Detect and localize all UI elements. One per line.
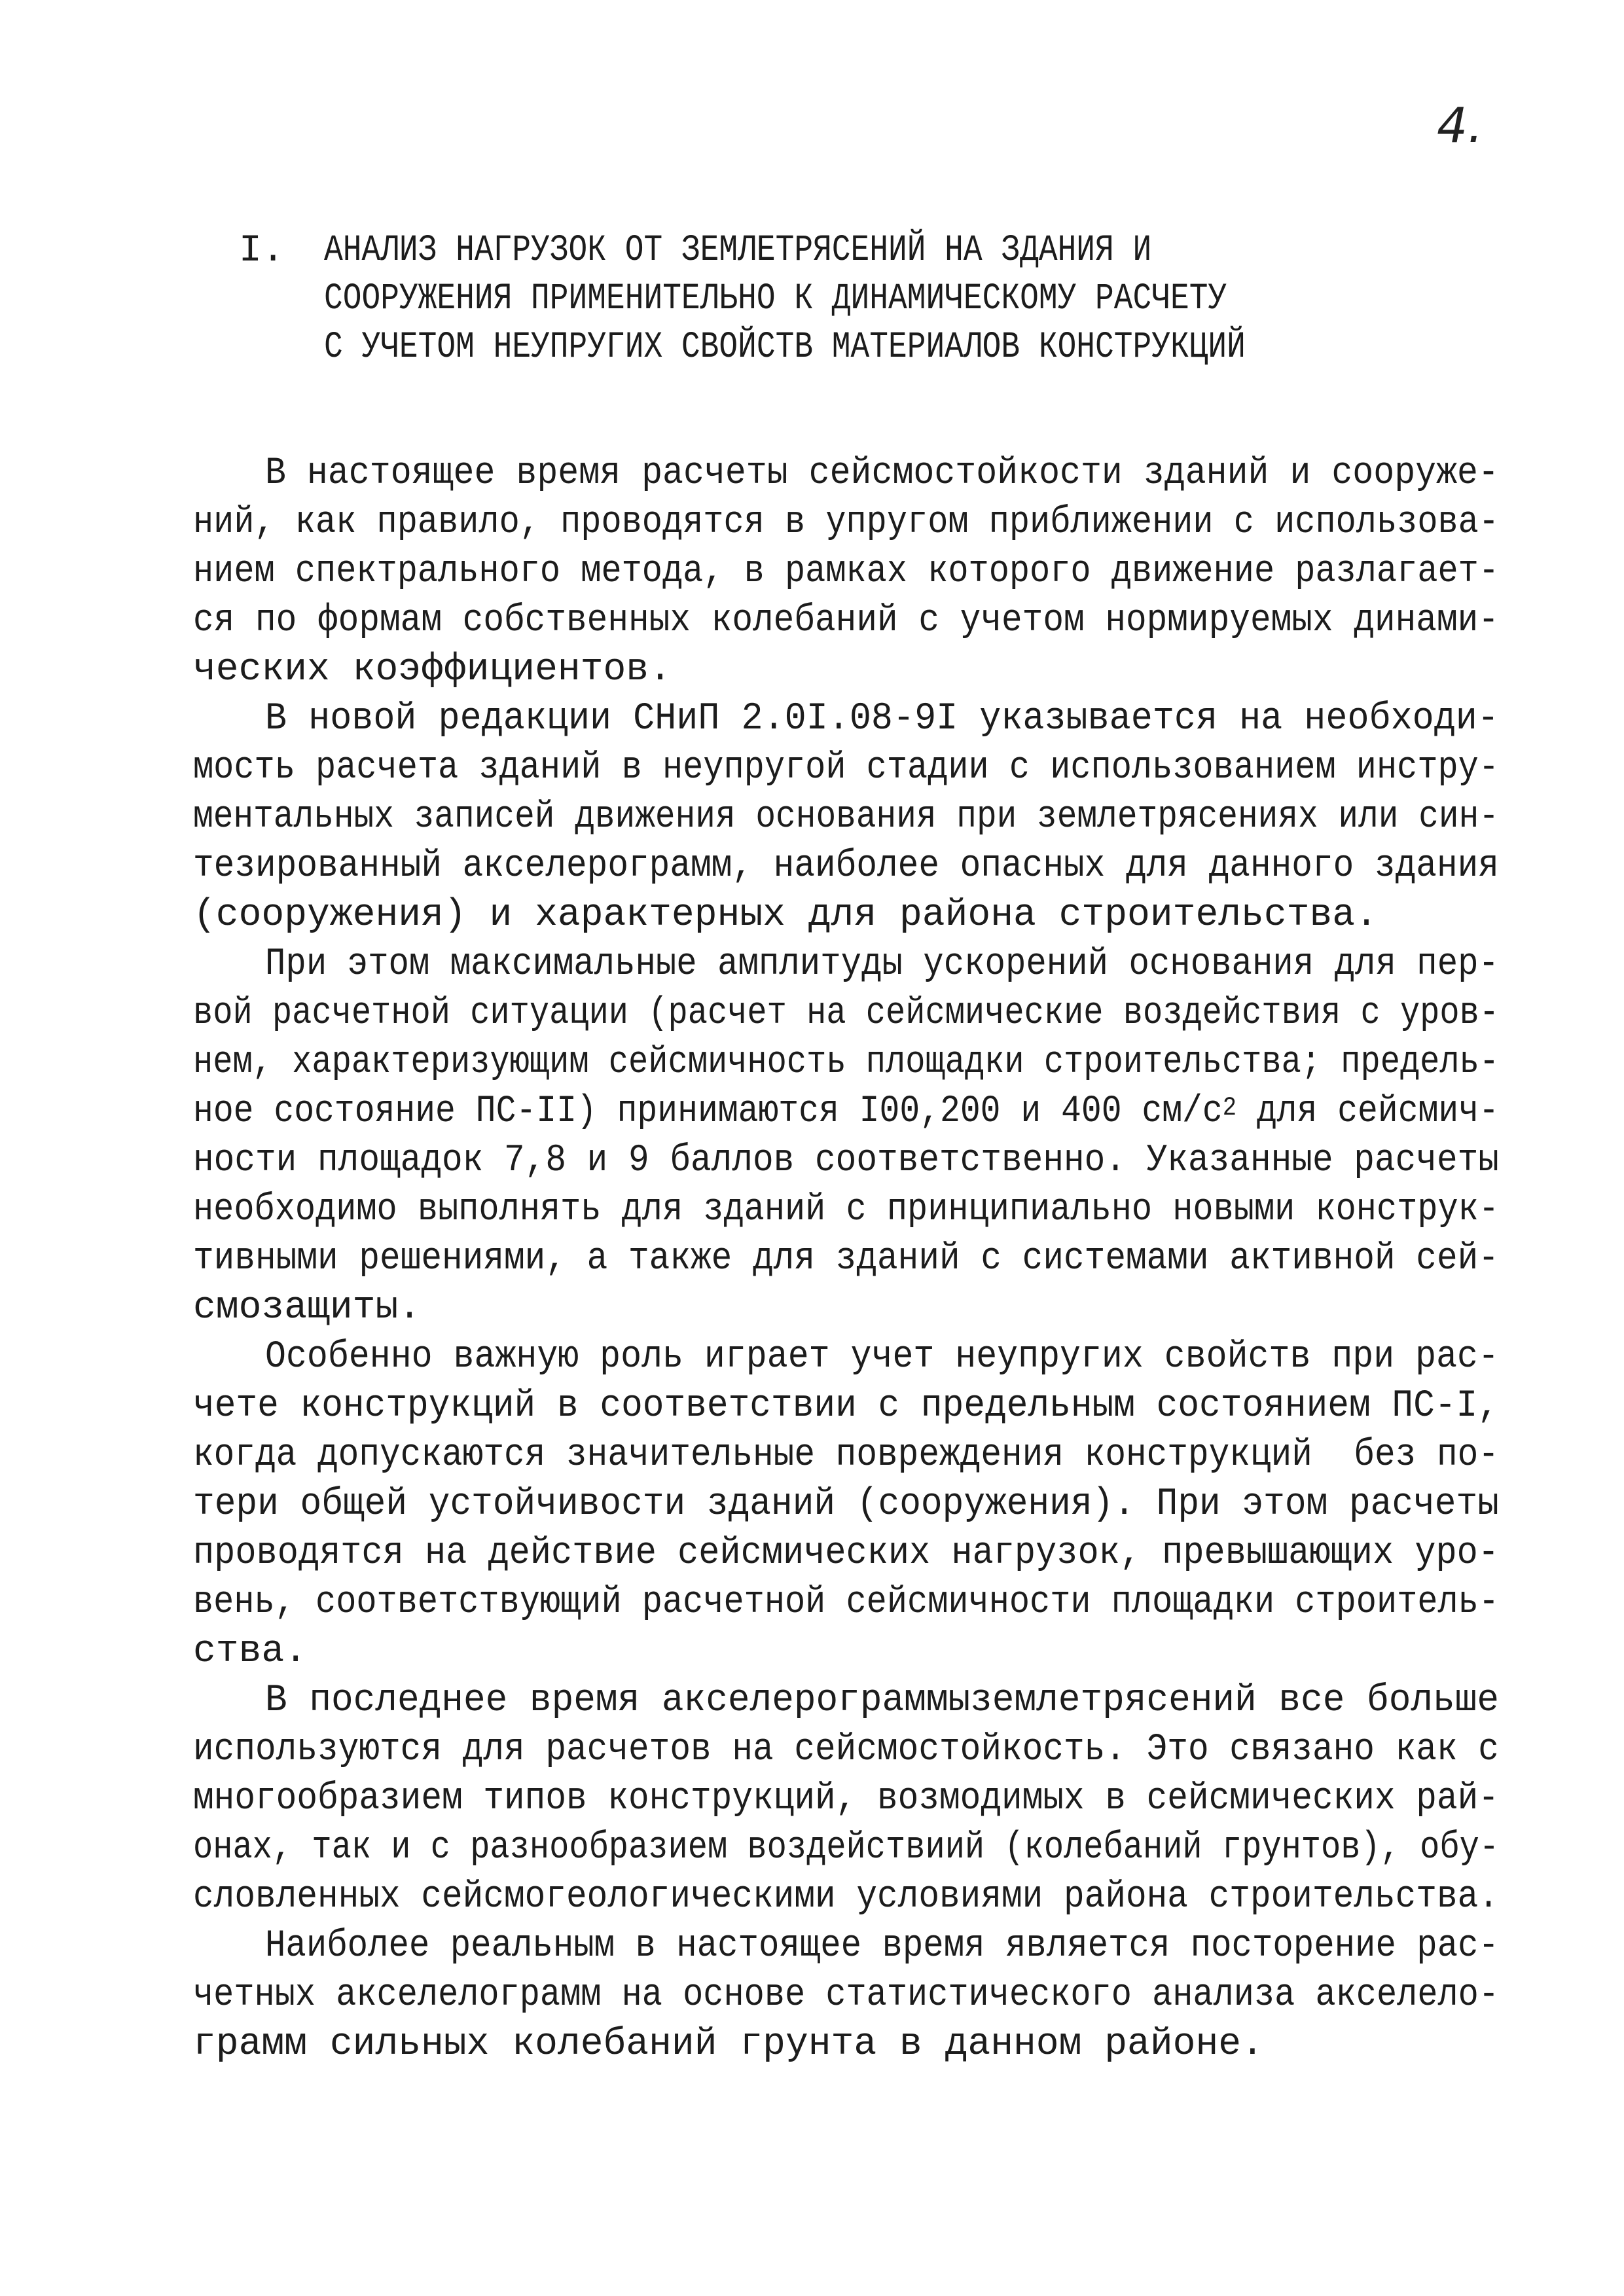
text-line: многообразием типов конструкций, возмодимых в сейсмических рай-: [193, 1778, 1499, 1820]
text-fragment: для сейсмич-: [1236, 1090, 1499, 1133]
text-line: проводятся на действие сейсмических нагрузок, превышающих уро-: [193, 1532, 1500, 1575]
text-line: используются для расчетов на сейсмостойкость. Это связано как с: [193, 1729, 1499, 1771]
text-line: тери общей устойчивости зданий (сооружения). При этом расчеты: [193, 1483, 1499, 1526]
heading-line: СООРУЖЕНИЯ ПРИМЕНИТЕЛЬНО К ДИНАМИЧЕСКОМУ РАСЧЕТУ: [324, 278, 1227, 320]
text-line: грамм сильных колебаний грунта в данном районе.: [193, 2023, 1264, 2066]
text-line: ства.: [193, 1630, 308, 1673]
text-line: ментальных записей движения основания при землетрясениях или син-: [193, 796, 1499, 838]
text-line: В настоящее время расчеты сейсмостойкости зданий и сооруже-: [265, 452, 1499, 495]
text-line: ности площадок 7,8 и 9 баллов соответственно. Указанные расчеты: [193, 1139, 1499, 1182]
heading-line: АНАЛИЗ НАГРУЗОК ОТ ЗЕМЛЕТРЯСЕНИЙ НА ЗДАНИЯ И: [324, 230, 1152, 272]
text-line: [193, 1090, 1499, 1133]
text-line: вень, соответствующий расчетной сейсмичности площадки строитель-: [193, 1581, 1500, 1624]
text-line: В последнее время акселерограммыземлетрясений все больше: [265, 1679, 1499, 1722]
text-line: нем, характеризующим сейсмичность площадки строительства; предель-: [193, 1041, 1500, 1084]
text-fragment: ное состояние ПС-II) принимаются I00,200 и 400 см/с: [193, 1090, 1223, 1133]
text-line: ся по формам собственных колебаний с учетом нормируемых динами-: [193, 600, 1499, 642]
superscript: 2: [1222, 1094, 1237, 1123]
text-line: тивными решениями, а также для зданий с системами активной сей-: [193, 1238, 1499, 1280]
text-line: ний, как правило, проводятся в упругом приближении с использова-: [193, 501, 1500, 544]
text-line: (сооружения) и характерных для района строительства.: [193, 894, 1378, 937]
text-line: словленных сейсмогеологическими условиями района строительства.: [193, 1876, 1499, 1918]
text-line: смозащиты.: [193, 1287, 422, 1329]
text-line: ческих коэффициентов.: [193, 649, 672, 691]
text-line: Особенно важную роль играет учет неупругих свойств при рас-: [265, 1336, 1499, 1378]
section-number: I.: [239, 230, 285, 272]
text-line: Наиболее реальным в настоящее время является посторение рас-: [265, 1925, 1499, 1967]
text-line: четных акселелограмм на основе статистического анализа акселело-: [193, 1974, 1500, 2017]
text-line: вой расчетной ситуации (расчет на сейсмические воздействия с уров-: [193, 992, 1500, 1035]
text-line: когда допускаются значительные повреждения конструкций без по-: [193, 1434, 1499, 1477]
text-line: чете конструкций в соответствии с предельным состоянием ПС-I,: [193, 1385, 1499, 1427]
text-line: мость расчета зданий в неупругой стадии с использованием инстру-: [193, 747, 1500, 789]
text-line: В новой редакции СНиП 2.0I.08-9I указывается на необходи-: [265, 698, 1499, 740]
text-line: тезированный акселерограмм, наиболее опасных для данного здания: [193, 845, 1499, 888]
page-number: 4.: [1437, 98, 1483, 154]
text-line: необходимо выполнять для зданий с принципиально новыми конструк-: [193, 1189, 1500, 1231]
heading-line: С УЧЕТОМ НЕУПРУГИХ СВОЙСТВ МАТЕРИАЛОВ КОНСТРУКЦИЙ: [324, 327, 1246, 368]
text-line: нием спектрального метода, в рамках которого движение разлагает-: [193, 550, 1500, 593]
text-line: При этом максимальные амплитуды ускорений основания для пер-: [265, 943, 1499, 986]
text-line: онах, так и с разнообразием воздействиий (колебаний грунтов), обу-: [193, 1827, 1500, 1869]
